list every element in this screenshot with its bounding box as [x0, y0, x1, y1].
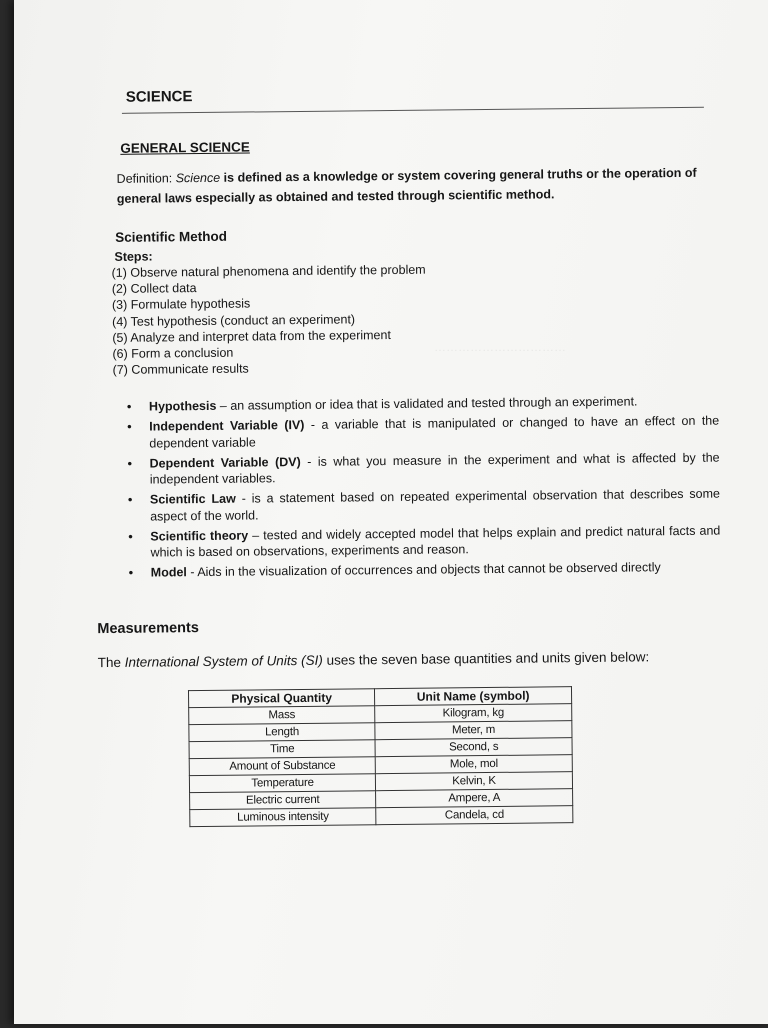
column-header-quantity: Physical Quantity [188, 689, 374, 708]
bullet-term: Scientific theory [150, 528, 249, 544]
page-content [9, 0, 768, 1028]
bullet-text: - is what you measure in the experiment and what is affected by the independent variables. [149, 450, 720, 487]
bullet-dot: • [126, 399, 132, 414]
bullet-text: - is a statement based on repeated experimental observation that describes some aspect of the world. [150, 486, 721, 524]
unit-cell: Meter, m [375, 721, 572, 740]
quantity-cell: Length [189, 723, 375, 742]
bullet-dot: • [127, 456, 133, 471]
step-item: (2) Collect data [111, 281, 197, 297]
bullet-item [118, 486, 720, 525]
unit-cell: Ampere, A [376, 789, 573, 808]
bullet-item [118, 449, 720, 488]
definitions-bullet-list [117, 393, 721, 585]
bullet-text: - a variable that is manipulated or changed to have an effect on the dependent variable [149, 413, 720, 451]
bullet-text: – tested and widely accepted model that helps explain and predict natural facts and which is based on observations, experiments and reason. [150, 523, 721, 560]
intro-suffix: uses the seven base quantities and units given below: [322, 649, 650, 668]
bullet-term: Dependent Variable (DV) [149, 454, 301, 471]
unit-cell: Kilogram, kg [375, 704, 572, 723]
intro-prefix: The [97, 654, 125, 671]
bleed-through-text: …………………………… [434, 340, 566, 354]
quantity-cell: Temperature [189, 774, 375, 793]
definition-term: Science [175, 170, 221, 186]
scientific-method-heading: Scientific Method [115, 228, 228, 245]
intro-italic: International System of Units (SI) [124, 652, 323, 670]
bullet-dot: • [128, 565, 134, 580]
bullet-term: Scientific Law [149, 491, 236, 507]
unit-cell: Second, s [375, 738, 572, 757]
column-header-unit: Unit Name (symbol) [375, 687, 572, 706]
bullet-term: Model [150, 565, 187, 580]
quantity-cell: Luminous intensity [190, 808, 376, 827]
heading-rule [122, 107, 704, 114]
definition-paragraph [117, 163, 717, 209]
page-heading: SCIENCE [125, 88, 193, 106]
step-item: (4) Test hypothesis (conduct an experiment) [112, 312, 356, 329]
definition-text: is defined as a knowledge or system covering general truths or the operation of general laws especially as obtained and tested through scientific method. [116, 165, 697, 206]
bullet-text: – an assumption or idea that is validated and tested through an experiment. [216, 394, 638, 413]
si-units-table [188, 686, 573, 827]
bullet-text: - Aids in the visualization of occurrences and objects that cannot be observed directly [186, 560, 661, 580]
bullet-item [119, 559, 721, 582]
bullet-item [117, 413, 719, 452]
step-item: (6) Form a conclusion [112, 345, 234, 361]
steps-list [112, 262, 427, 379]
step-item: (1) Observe natural phenomena and identify the problem [111, 262, 426, 280]
bullet-dot: • [128, 529, 133, 544]
unit-cell: Candela, cd [376, 806, 573, 825]
measurements-intro [98, 649, 650, 670]
quantity-cell: Electric current [190, 791, 376, 810]
table-row [190, 806, 573, 827]
bullet-term: Independent Variable (IV) [149, 417, 305, 434]
bullet-item [118, 522, 720, 561]
step-item: (3) Formulate hypothesis [111, 296, 251, 313]
section-heading-general-science: GENERAL SCIENCE [120, 139, 250, 156]
quantity-cell: Time [189, 740, 375, 759]
unit-cell: Mole, mol [375, 755, 572, 774]
bullet-dot: • [127, 492, 133, 507]
bullet-term: Hypothesis [148, 398, 217, 414]
step-item: (7) Communicate results [112, 361, 249, 378]
unit-cell: Kelvin, K [376, 772, 573, 791]
measurements-heading: Measurements [97, 620, 199, 638]
bullet-dot: • [127, 419, 132, 434]
step-item: (5) Analyze and interpret data from the experiment [112, 327, 391, 345]
bullet-item [117, 393, 719, 416]
quantity-cell: Amount of Substance [189, 757, 375, 776]
steps-label: Steps: [114, 249, 153, 264]
quantity-cell: Mass [189, 706, 375, 725]
document-page [14, 0, 768, 1024]
definition-prefix: Definition: [116, 171, 176, 186]
